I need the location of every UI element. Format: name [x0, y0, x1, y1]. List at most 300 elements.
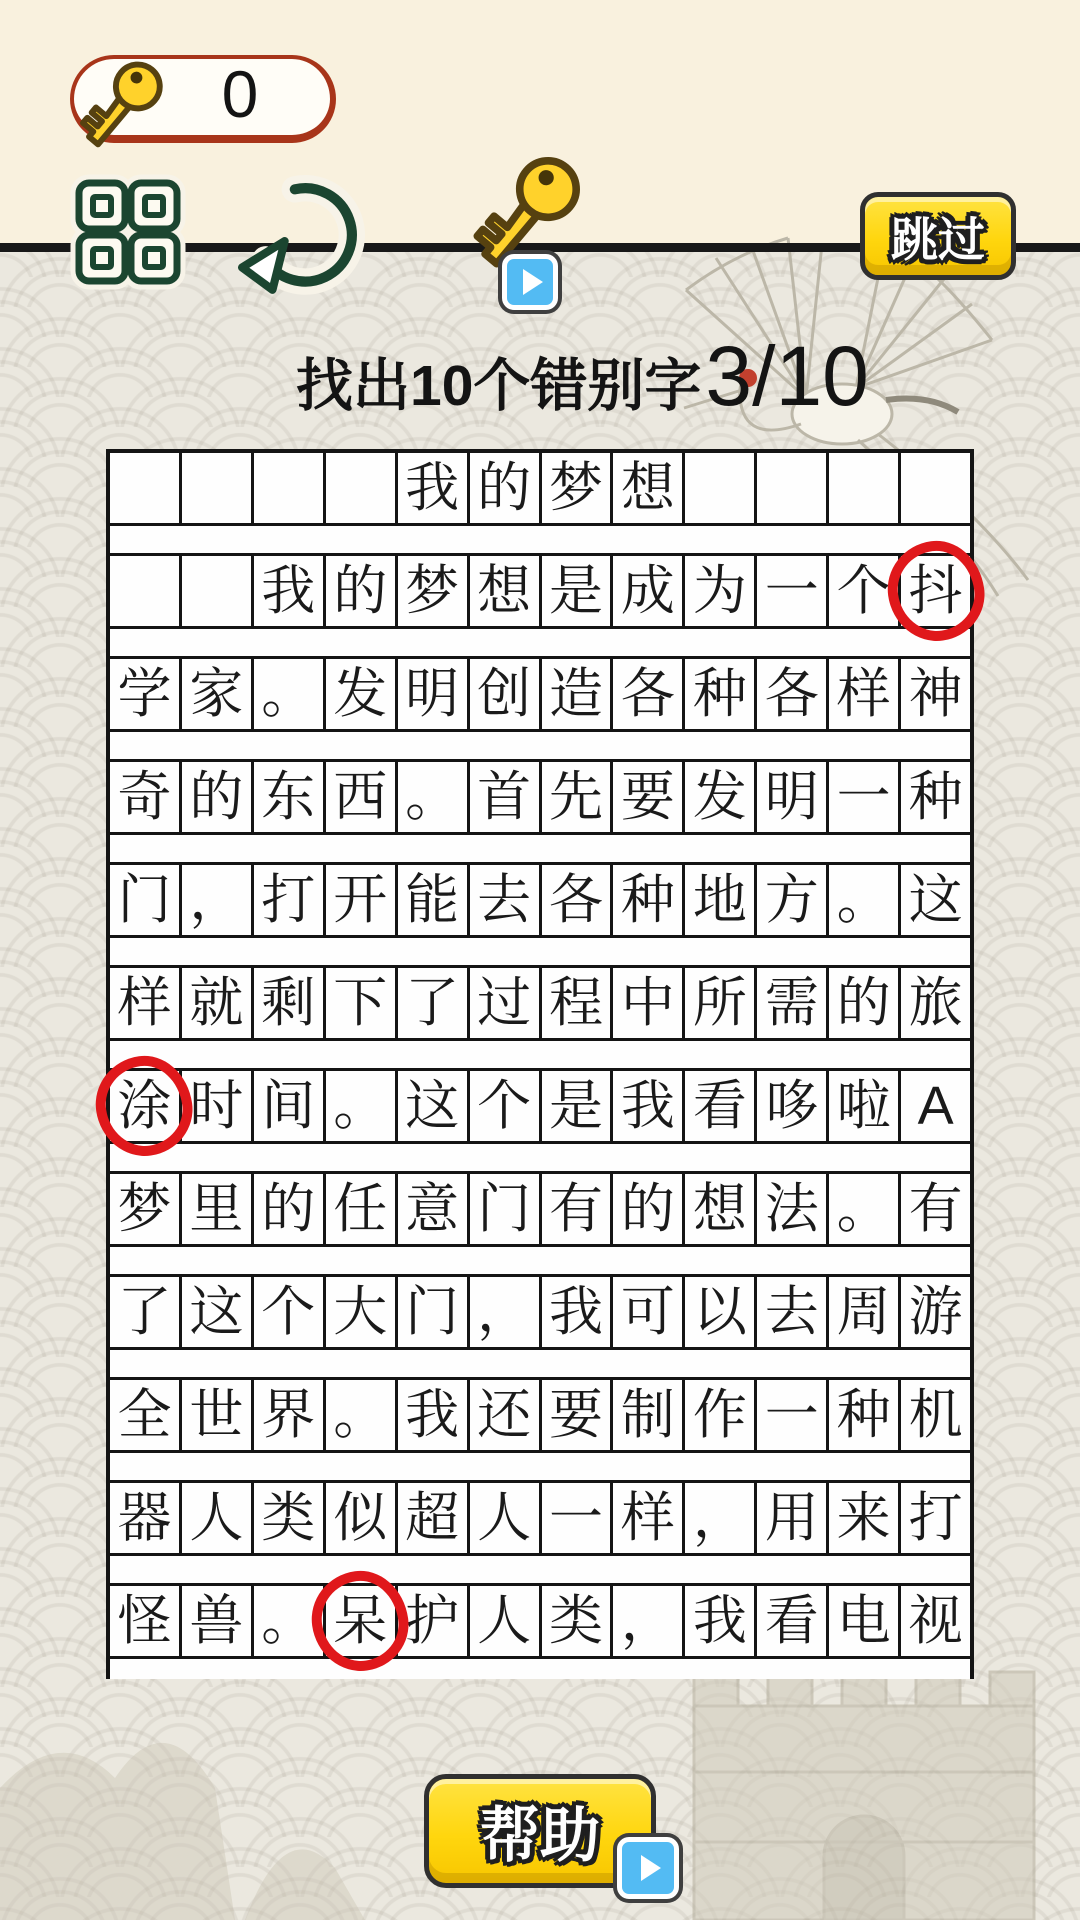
cell-char: 哆	[764, 1076, 819, 1136]
cell-char: 过	[477, 973, 532, 1033]
cell-char: 有	[548, 1179, 603, 1239]
cell-char: 。	[333, 1076, 388, 1136]
grid-cell[interactable]	[901, 1483, 970, 1553]
play-icon	[617, 1837, 679, 1899]
grid-cell[interactable]	[254, 1174, 326, 1244]
grid-cell[interactable]	[613, 1483, 685, 1553]
grid-cell[interactable]	[757, 556, 829, 626]
cell-char: 明	[405, 664, 460, 724]
grid-cell[interactable]	[326, 1586, 398, 1656]
grid-cell[interactable]	[110, 1277, 182, 1347]
cell-char: 的	[477, 458, 532, 518]
grid-cell[interactable]	[613, 1071, 685, 1141]
grid-cell[interactable]	[326, 1380, 398, 1450]
cell-char: 梦	[117, 1179, 172, 1239]
row-gap	[110, 1144, 970, 1174]
cell-char: 个	[477, 1076, 532, 1136]
cell-char: 里	[189, 1179, 244, 1239]
grid-cell[interactable]	[254, 1586, 326, 1656]
grid-cell[interactable]	[829, 659, 901, 729]
cell-char: 啦	[836, 1076, 891, 1136]
cell-char: 抖	[908, 561, 963, 621]
cell-char: 所	[692, 973, 747, 1033]
grid-cell[interactable]	[110, 1071, 182, 1141]
help-button[interactable]	[424, 1774, 656, 1888]
cell-char: 学	[117, 664, 172, 724]
grid-cell[interactable]	[829, 1586, 901, 1656]
skip-button[interactable]	[860, 192, 1016, 280]
cell-char: 时	[189, 1076, 244, 1136]
grid-cell[interactable]	[613, 659, 685, 729]
cell-char: 门	[477, 1179, 532, 1239]
help-button-label: 帮助	[480, 1802, 600, 1869]
grid-cell[interactable]	[110, 453, 182, 523]
cell-char: 以	[692, 1282, 747, 1342]
grid-cell[interactable]	[470, 762, 542, 832]
row-gap	[110, 732, 970, 762]
grid-cell[interactable]	[757, 453, 829, 523]
grid-cell[interactable]	[685, 762, 757, 832]
cell-char: 要	[620, 767, 675, 827]
grid-cell[interactable]	[398, 453, 470, 523]
mountain-art	[0, 1668, 470, 1920]
cell-char: 样	[836, 664, 891, 724]
grid-cell[interactable]	[182, 453, 254, 523]
cell-char: 这	[908, 870, 963, 930]
grid-cell[interactable]	[182, 1483, 254, 1553]
grid-cell[interactable]	[829, 1483, 901, 1553]
cell-char: 一	[548, 1488, 603, 1548]
grid-cell[interactable]	[470, 1380, 542, 1450]
cell-char: 的	[261, 1179, 316, 1239]
grid-cell[interactable]	[182, 1277, 254, 1347]
cell-char: 门	[117, 870, 172, 930]
grid-cell[interactable]	[398, 659, 470, 729]
cell-char: 能	[405, 870, 460, 930]
paper-row	[110, 1174, 970, 1247]
cell-char: 制	[620, 1385, 675, 1445]
grid-cell[interactable]	[542, 1380, 614, 1450]
cell-char: 种	[692, 664, 747, 724]
grid-cell[interactable]	[901, 865, 970, 935]
cell-char: 要	[548, 1385, 603, 1445]
cell-char: 一	[764, 1385, 819, 1445]
cell-char: 间	[261, 1076, 316, 1136]
grid-cell[interactable]	[757, 968, 829, 1038]
grid-cell[interactable]	[542, 1071, 614, 1141]
cell-char: 视	[908, 1591, 963, 1651]
grid-cell[interactable]	[685, 1277, 757, 1347]
paper-row	[110, 762, 970, 835]
grid-cell[interactable]	[398, 1071, 470, 1141]
grid-cell[interactable]	[542, 1586, 614, 1656]
grid-cell[interactable]	[254, 453, 326, 523]
grid-cell[interactable]	[757, 1174, 829, 1244]
cell-char: 我	[620, 1076, 675, 1136]
great-wall-tower-art	[648, 1662, 1080, 1920]
cell-char: 界	[261, 1385, 316, 1445]
grid-cell[interactable]	[110, 1380, 182, 1450]
cell-char: 游	[908, 1282, 963, 1342]
row-gap	[110, 629, 970, 659]
cell-char: 有	[908, 1179, 963, 1239]
cell-char: 一	[836, 767, 891, 827]
cell-char: 家	[189, 664, 244, 724]
cell-char: 梦	[405, 561, 460, 621]
grid-cell[interactable]	[757, 1483, 829, 1553]
cell-char: 呆	[333, 1591, 388, 1651]
cell-char: 机	[908, 1385, 963, 1445]
cell-char: 电	[836, 1591, 891, 1651]
cell-char: 来	[836, 1488, 891, 1548]
cell-char: 打	[261, 870, 316, 930]
grid-cell[interactable]	[326, 659, 398, 729]
grid-cell[interactable]	[901, 1277, 970, 1347]
grid-cell[interactable]	[326, 1483, 398, 1553]
grid-cell[interactable]	[470, 1483, 542, 1553]
grid-cell[interactable]	[901, 968, 970, 1038]
grid-cell[interactable]	[470, 968, 542, 1038]
menu-button[interactable]	[70, 174, 186, 290]
grid-cell[interactable]	[542, 865, 614, 935]
grid-cell[interactable]	[901, 453, 970, 523]
cell-char: 我	[548, 1282, 603, 1342]
grid-cell[interactable]	[398, 1380, 470, 1450]
grid-cell[interactable]	[326, 1071, 398, 1141]
grid-cell[interactable]	[542, 556, 614, 626]
row-gap	[110, 1041, 970, 1071]
cell-char: 东	[261, 767, 316, 827]
cell-char: 类	[548, 1591, 603, 1651]
row-gap	[110, 1350, 970, 1380]
cell-char: 中	[620, 973, 675, 1033]
cell-char: 兽	[189, 1591, 244, 1651]
grid-cell[interactable]	[829, 1277, 901, 1347]
grid-cell[interactable]	[470, 453, 542, 523]
grid-cell[interactable]	[685, 659, 757, 729]
progress-counter: 3/10	[705, 329, 869, 423]
grid-cell[interactable]	[685, 1586, 757, 1656]
grid-cell[interactable]	[254, 762, 326, 832]
paper-row	[110, 556, 970, 629]
grid-cell[interactable]	[254, 1277, 326, 1347]
cell-char: 先	[548, 767, 603, 827]
get-key-video-button[interactable]	[466, 148, 612, 320]
grid-cell[interactable]	[685, 1483, 757, 1553]
grid-cell[interactable]	[685, 556, 757, 626]
grid-cell[interactable]	[326, 865, 398, 935]
grid-cell[interactable]	[829, 865, 901, 935]
cell-char: ，	[477, 1282, 532, 1342]
cell-char: 造	[548, 664, 603, 724]
grid-cell[interactable]	[182, 659, 254, 729]
grid-cell[interactable]	[757, 865, 829, 935]
cell-char: 明	[764, 767, 819, 827]
cell-char: 成	[620, 561, 675, 621]
paper-row	[110, 1586, 970, 1659]
grid-cell[interactable]	[542, 1174, 614, 1244]
grid-cell[interactable]	[398, 762, 470, 832]
cell-char: 想	[620, 458, 675, 518]
cell-char: 想	[477, 561, 532, 621]
cell-char: 的	[333, 561, 388, 621]
grid-cell[interactable]	[829, 762, 901, 832]
cell-char: ，	[620, 1591, 675, 1651]
cell-char: 。	[405, 767, 460, 827]
grid-cell[interactable]	[901, 1071, 970, 1141]
cell-char: 的	[836, 973, 891, 1033]
grid-cell[interactable]	[757, 1071, 829, 1141]
row-gap	[110, 938, 970, 968]
grid-cell[interactable]	[182, 1380, 254, 1450]
cell-char: 我	[692, 1591, 747, 1651]
cell-char: 任	[333, 1179, 388, 1239]
grid-cell[interactable]	[685, 453, 757, 523]
grid-cell[interactable]	[757, 762, 829, 832]
cell-char: 超	[405, 1488, 460, 1548]
grid-cell[interactable]	[470, 865, 542, 935]
grid-cell[interactable]	[542, 1483, 614, 1553]
paper-row	[110, 1071, 970, 1144]
cell-char: 这	[189, 1282, 244, 1342]
grid-cell[interactable]	[685, 1380, 757, 1450]
row-gap	[110, 1247, 970, 1277]
grid-cell[interactable]	[901, 762, 970, 832]
grid-cell[interactable]	[182, 556, 254, 626]
grid-cell[interactable]	[110, 865, 182, 935]
cell-char: 是	[548, 561, 603, 621]
grid-cell[interactable]	[829, 556, 901, 626]
grid-cell[interactable]	[326, 556, 398, 626]
grid-cell[interactable]	[685, 865, 757, 935]
grid-cell[interactable]	[685, 1174, 757, 1244]
cell-char: 梦	[548, 458, 603, 518]
grid-cell[interactable]	[685, 968, 757, 1038]
cell-char: 全	[117, 1385, 172, 1445]
cell-char: 是	[548, 1076, 603, 1136]
cell-char: 西	[333, 767, 388, 827]
grid-cell[interactable]	[901, 1380, 970, 1450]
grid-cell[interactable]	[542, 453, 614, 523]
key-counter	[70, 55, 336, 143]
key-count-value: 0	[221, 56, 259, 131]
grid-cell[interactable]	[254, 556, 326, 626]
cell-char: 我	[405, 1385, 460, 1445]
grid-cell[interactable]	[901, 659, 970, 729]
grid-cell[interactable]	[326, 1174, 398, 1244]
grid-cell[interactable]	[613, 1586, 685, 1656]
cell-char: 。	[261, 664, 316, 724]
grid-cell[interactable]	[470, 556, 542, 626]
grid-cell[interactable]	[326, 453, 398, 523]
cell-char: 我	[405, 458, 460, 518]
cell-char: 门	[405, 1282, 460, 1342]
grid-cell[interactable]	[182, 1071, 254, 1141]
grid-cell[interactable]	[613, 453, 685, 523]
grid-cell[interactable]	[470, 1071, 542, 1141]
grid-cell[interactable]	[829, 453, 901, 523]
grid-cell[interactable]	[182, 865, 254, 935]
cell-char: 去	[477, 870, 532, 930]
cell-char: 种	[836, 1385, 891, 1445]
cell-char: ，	[692, 1488, 747, 1548]
grid-cell[interactable]	[613, 1380, 685, 1450]
cell-char: 作	[692, 1385, 747, 1445]
grid-cell[interactable]	[542, 762, 614, 832]
grid-cell[interactable]	[326, 968, 398, 1038]
grid-cell[interactable]	[829, 1380, 901, 1450]
grid-cell[interactable]	[613, 1174, 685, 1244]
grid-cell[interactable]	[757, 1586, 829, 1656]
grid-cell[interactable]	[254, 1071, 326, 1141]
grid-cell[interactable]	[110, 659, 182, 729]
cell-char: 意	[405, 1179, 460, 1239]
grid-cell[interactable]	[398, 865, 470, 935]
grid-cell[interactable]	[110, 968, 182, 1038]
cell-char: 了	[117, 1282, 172, 1342]
grid-cell[interactable]	[613, 1277, 685, 1347]
grid-cell[interactable]	[326, 1277, 398, 1347]
cell-char: 样	[620, 1488, 675, 1548]
cell-char: 器	[117, 1488, 172, 1548]
grid-cell[interactable]	[613, 762, 685, 832]
grid-cell[interactable]	[829, 1174, 901, 1244]
grid-cell[interactable]	[757, 1380, 829, 1450]
grid-cell[interactable]	[613, 865, 685, 935]
grid-cell[interactable]	[110, 1174, 182, 1244]
grid-cell[interactable]	[901, 1586, 970, 1656]
cell-char: 用	[764, 1488, 819, 1548]
grid-cell[interactable]	[254, 865, 326, 935]
grid-cell[interactable]	[326, 762, 398, 832]
grid-cell[interactable]	[110, 1586, 182, 1656]
cell-char: 各	[548, 870, 603, 930]
skip-button-label: 跳过	[891, 212, 985, 266]
undo-button[interactable]	[238, 166, 376, 304]
cell-char: 看	[692, 1076, 747, 1136]
cell-char: 去	[764, 1282, 819, 1342]
grid-cell[interactable]	[182, 968, 254, 1038]
cell-char: 个	[836, 561, 891, 621]
grid-cell[interactable]	[254, 968, 326, 1038]
grid-cell[interactable]	[398, 1277, 470, 1347]
cell-char: 了	[405, 973, 460, 1033]
task-title-line	[296, 329, 869, 423]
cell-char: 大	[333, 1282, 388, 1342]
cell-char: 各	[764, 664, 819, 724]
cell-char: 一	[764, 561, 819, 621]
paper-row	[110, 1483, 970, 1556]
grid-cell[interactable]	[254, 1380, 326, 1450]
grid-cell[interactable]	[182, 1586, 254, 1656]
grid-cell[interactable]	[110, 556, 182, 626]
grid-cell[interactable]	[757, 659, 829, 729]
grid-cell[interactable]	[829, 1071, 901, 1141]
grid-cell[interactable]	[613, 556, 685, 626]
paper-row	[110, 968, 970, 1041]
cell-char: 。	[836, 870, 891, 930]
grid-cell[interactable]	[542, 968, 614, 1038]
cell-char: 人	[477, 1488, 532, 1548]
cell-char: 还	[477, 1385, 532, 1445]
cell-char: 地	[692, 870, 747, 930]
grid-cell[interactable]	[110, 1483, 182, 1553]
cell-char: 打	[908, 1488, 963, 1548]
row-gap	[110, 835, 970, 865]
grid-cell[interactable]	[470, 1277, 542, 1347]
play-icon	[502, 254, 558, 310]
cell-char: 下	[333, 973, 388, 1033]
row-gap	[110, 1556, 970, 1586]
cell-char: 。	[333, 1385, 388, 1445]
grid-cell[interactable]	[110, 762, 182, 832]
cell-char: 的	[189, 767, 244, 827]
row-gap	[110, 1659, 970, 1679]
cell-char: 发	[692, 767, 747, 827]
grid-cell[interactable]	[182, 762, 254, 832]
grid-cell[interactable]	[470, 1174, 542, 1244]
grid-cell[interactable]	[398, 968, 470, 1038]
grid-cell[interactable]	[254, 659, 326, 729]
cell-char: 我	[261, 561, 316, 621]
paper-row	[110, 865, 970, 938]
grid-cell[interactable]	[470, 659, 542, 729]
cell-char: 样	[117, 973, 172, 1033]
cell-char: 神	[908, 664, 963, 724]
cell-char: 开	[333, 870, 388, 930]
grid-cell[interactable]	[613, 968, 685, 1038]
task-instruction: 找出10个错别字	[296, 354, 702, 418]
cell-char: 首	[477, 767, 532, 827]
grid-cell[interactable]	[254, 1483, 326, 1553]
cell-char: 怪	[117, 1591, 172, 1651]
cell-char: 各	[620, 664, 675, 724]
cell-char: 的	[620, 1179, 675, 1239]
grid-cell[interactable]	[470, 1586, 542, 1656]
cell-char: 就	[189, 973, 244, 1033]
cell-char: 可	[620, 1282, 675, 1342]
cell-char: 。	[261, 1591, 316, 1651]
cell-char: 旅	[908, 973, 963, 1033]
cell-char: 发	[333, 664, 388, 724]
grid-cell[interactable]	[685, 1071, 757, 1141]
grid-cell[interactable]	[542, 1277, 614, 1347]
cell-char: 周	[836, 1282, 891, 1342]
grid-cell[interactable]	[757, 1277, 829, 1347]
cell-char: 世	[189, 1385, 244, 1445]
cell-char: 人	[189, 1488, 244, 1548]
grid-cell[interactable]	[398, 556, 470, 626]
grid-cell[interactable]	[901, 1174, 970, 1244]
cell-char: 想	[692, 1179, 747, 1239]
cell-char: 似	[333, 1488, 388, 1548]
grid-cell[interactable]	[542, 659, 614, 729]
cell-char: 剩	[261, 973, 316, 1033]
grid-cell[interactable]	[398, 1483, 470, 1553]
paper-row	[110, 453, 970, 526]
grid-cell[interactable]	[398, 1586, 470, 1656]
grid-cell[interactable]	[829, 968, 901, 1038]
grid-cell[interactable]	[182, 1174, 254, 1244]
cell-char: 涂	[117, 1076, 172, 1136]
cell-char: 。	[836, 1179, 891, 1239]
cell-char: 看	[764, 1591, 819, 1651]
grid-cell[interactable]	[398, 1174, 470, 1244]
cell-char: 创	[477, 664, 532, 724]
cell-char: 类	[261, 1488, 316, 1548]
cell-char: 这	[405, 1076, 460, 1136]
grid-cell[interactable]	[901, 556, 970, 626]
